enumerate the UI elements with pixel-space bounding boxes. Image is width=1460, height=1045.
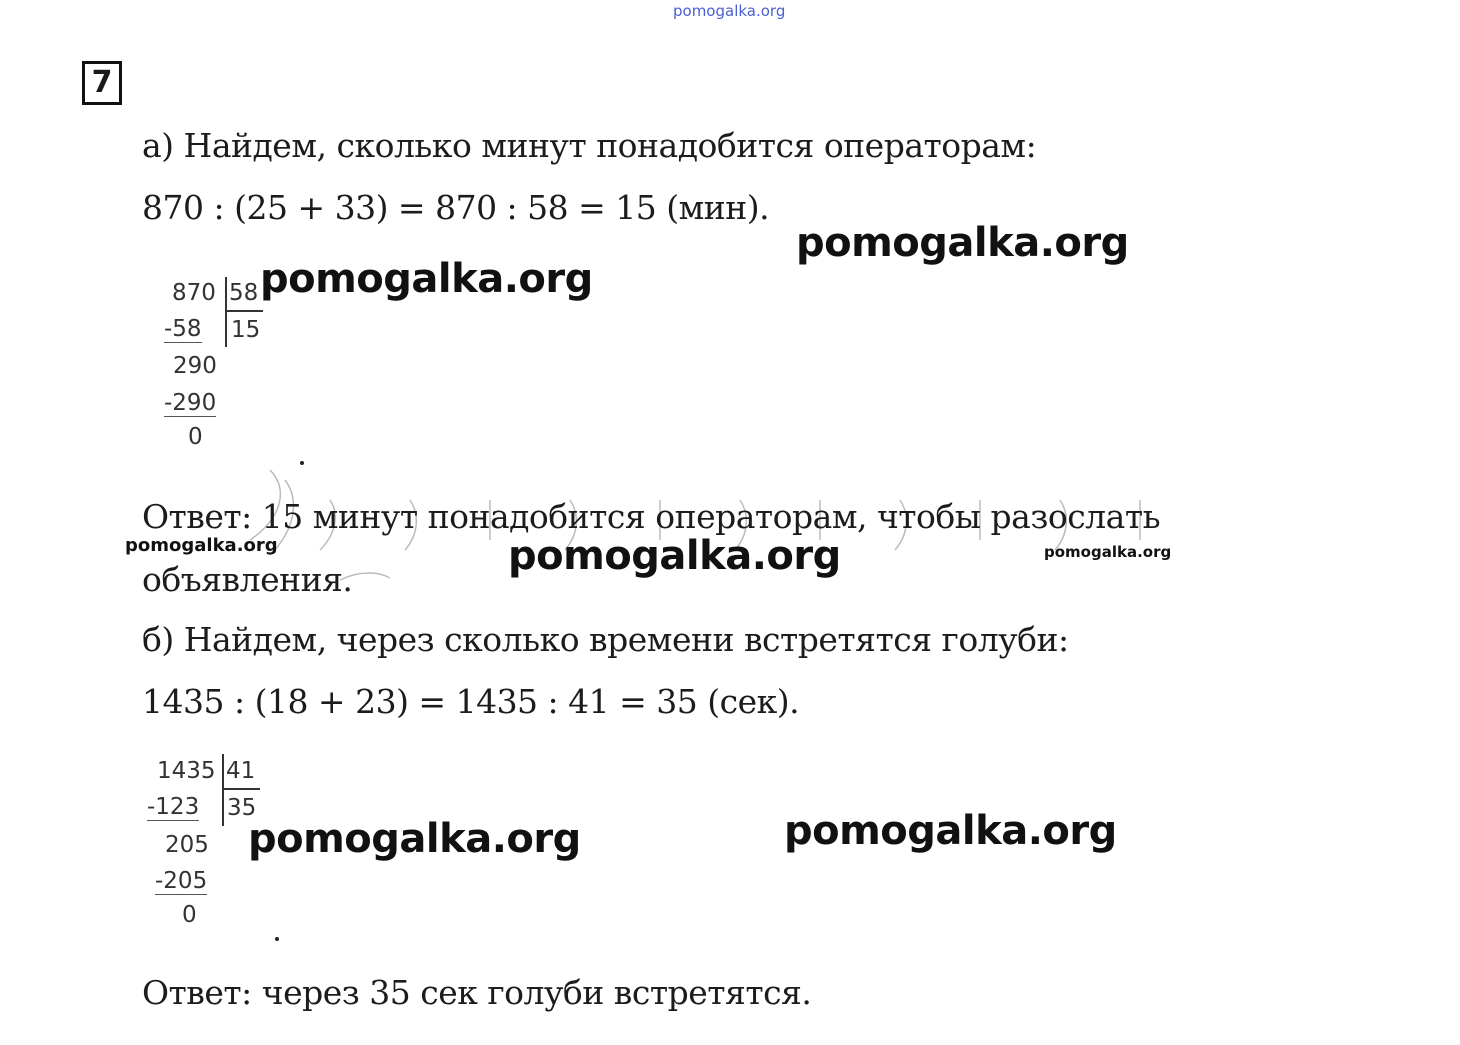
watermark-7: pomogalka.org: [784, 808, 1117, 854]
watermark-5: pomogalka.org: [1044, 543, 1172, 561]
part-a-equation: 870 : (25 + 33) = 870 : 58 = 15 (мин).: [142, 188, 770, 227]
division-a-divisor: 58: [229, 280, 259, 306]
stray-dot-b: [275, 937, 279, 941]
division-b-quotient: 35: [227, 795, 257, 821]
part-a-intro: а) Найдем, сколько минут понадобится операторам:: [142, 126, 1037, 165]
division-a-dividend: 870: [172, 280, 216, 306]
division-b-step2: -205: [155, 868, 208, 894]
part-b-equation: 1435 : (18 + 23) = 1435 : 41 = 35 (сек).: [142, 682, 800, 721]
division-b-dividend: 1435: [157, 758, 216, 784]
division-b-bar: [222, 754, 224, 826]
watermark-6: pomogalka.org: [248, 816, 581, 862]
header-watermark: pomogalka.org: [673, 2, 786, 20]
part-b-intro: б) Найдем, через сколько времени встретятся голуби:: [142, 620, 1069, 659]
division-b-rule: [222, 788, 260, 790]
division-b-remainder1: 205: [165, 832, 209, 858]
division-b-step1: -123: [147, 794, 200, 820]
watermark-2: pomogalka.org: [260, 256, 593, 302]
division-a-quotient: 15: [231, 317, 261, 343]
division-a-remainder1: 290: [173, 353, 217, 379]
division-a-step1: -58: [164, 316, 202, 342]
division-a-bar: [225, 277, 227, 347]
division-a-rule: [225, 310, 263, 312]
division-b-remainder2: 0: [182, 902, 197, 928]
watermark-1: pomogalka.org: [796, 220, 1129, 266]
watermark-3: pomogalka.org: [125, 535, 278, 556]
part-a-answer-line2: объявления.: [142, 560, 353, 599]
division-a-remainder2: 0: [188, 424, 203, 450]
part-b-answer: Ответ: через 35 сек голуби встретятся.: [142, 973, 812, 1012]
watermark-4: pomogalka.org: [508, 533, 841, 579]
part-a-answer-line1: Ответ: 15 минут понадобится операторам, чтобы разослать: [142, 497, 1161, 536]
division-b-divisor: 41: [226, 758, 256, 784]
division-a-step2: -290: [164, 390, 217, 416]
task-number: 7: [82, 61, 122, 105]
